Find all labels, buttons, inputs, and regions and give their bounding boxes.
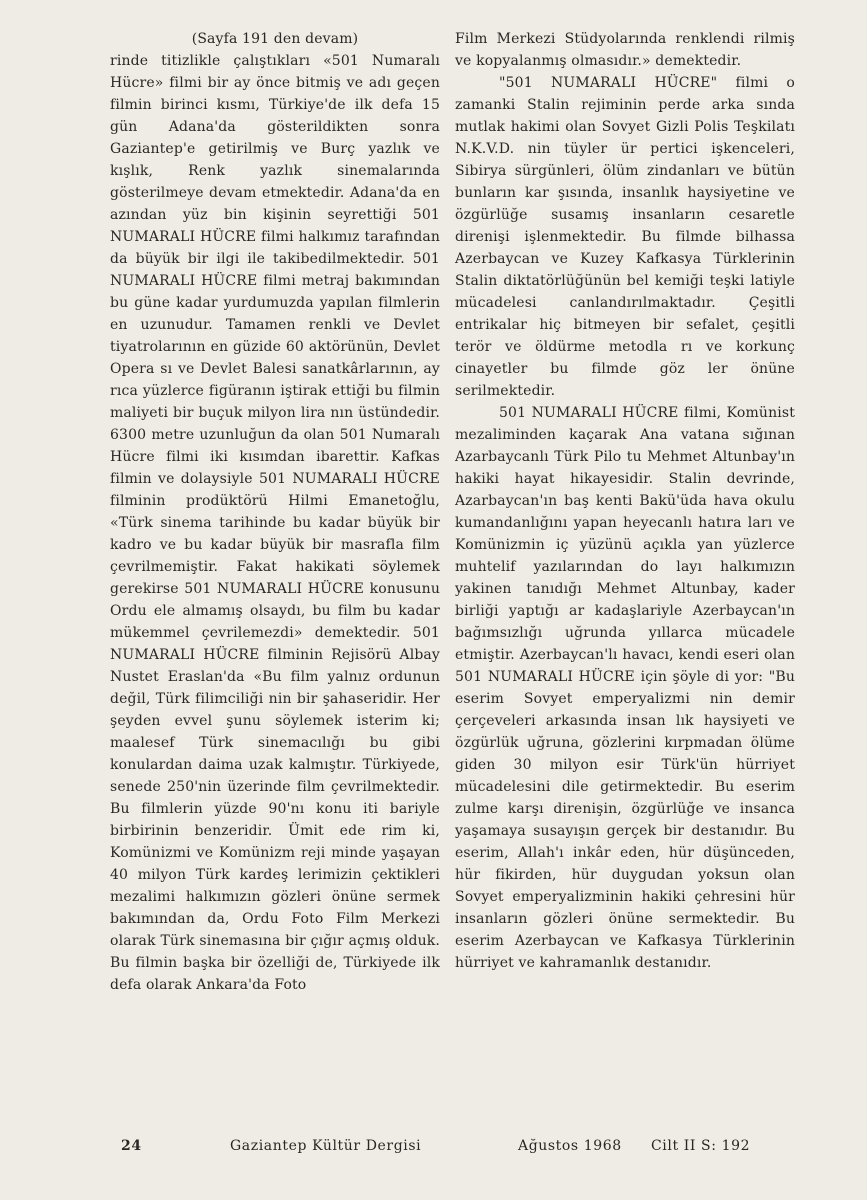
page-number: 24 [121,1138,142,1154]
issue-date: Ağustos 1968 [518,1138,622,1154]
article-paragraph: 501 NUMARALI HÜCRE filmi, Komünist mezaliminden kaçarak Ana vatana sığınan Azarbaycanlı Türk Pilo tu Mehmet Altunbay'ın hakiki hayat hikayesidir. Stalin devrinde, Azarbaycan'ın baş kenti Bakü'üda hava okulu kumandanlığını yapan heyecanlı hatıra ları ve Komünizmin iç yüzünü açıkla yan yüzlerce muhtelif yazılarından do layı halkımızın yakinen tanıdığı Mehmet Altunbay, kader birliği yaptığı ar kadaşlariyle Azerbaycan'ın bağımsızlığı uğrunda yıllarca mücadele etmiştir. Azerbaycan'lı havacı, kendi eseri olan 501 NUMARALI HÜCRE için şöyle di yor: "Bu eserim Sovyet emperyalizmi nin demir çerçeveleri arkasında insan lık haysiyeti ve özgürlük uğruna, gözlerini kırpmadan ölüme giden 30 milyon esir Türk'ün hürriyet mücadelesini dile getirmektedir. Bu eserim zulme karşı direnişin, özgürlüğe ve insanca yaşamaya susayışın gerçek bir destanıdır. Bu eserim, Allah'ı inkâr eden, hür düşünceden, hür fikirden, hür duygudan yoksun olan Sovyet emperyalizminin hakiki çehresini hür insanların gözleri önüne sermektedir. Bu eserim Azerbaycan ve Kafkasya Türklerinin hürriyet ve kahramanlık destanıdır. [455,405,795,971]
article-paragraph: rinde titizlikle çalıştıkları «501 Numaralı Hücre» filmi bir ay önce bitmiş ve adı geçen filmin birinci kısmı, Türkiye'de ilk defa 15 gün Adana'da gösterildikten sonra Gaziantep'e getirilmiş ve Burç yazlık ve kışlık, Renk yazlık sinemalarında gösterilmeye devam etmektedir. Adana'da en azından yüz bin kişinin seyrettiği 501 NUMARALI HÜCRE filmi halkımız tarafından da büyük bir ilgi ile takibedilmektedir. 501 NUMARALI HÜCRE filmi metraj bakımından bu güne kadar yurdumuzda yapılan filmlerin en uzunudur. Tamamen renkli ve Devlet tiyatrolarının en güzide 60 aktörünün, Devlet Opera sı ve Devlet Balesi sanatkârlarının, ay rıca yüzlerce figüranın iştirak ettiği bu filmin maliyeti bir buçuk milyon lira nın üstündedir. 6300 metre uzunluğun da olan 501 Numaralı Hücre filmi iki kısımdan ibarettir. Kafkas filmin ve dolaysiyle 501 NUMARALI HÜCRE filminin prodüktörü Hilmi Emanetoğlu, «Türk sinema tarihinde bu kadar büyük bir kadro ve bu kadar büyük bir masrafla film çevrilmemiştir. Fakat hakikati söylemek gerekirse 501 NUMARALI HÜCRE konusunu Ordu ele almamış olsaydı, bu film bu kadar mükemmel çevrilemezdi» demektedir. 501 NUMARALI HÜCRE filminin Rejisörü Albay Nustet Eraslan'da «Bu film yalnız ordunun değil, Türk filimciliği nin bir şahaseridir. Her şeyden evvel şunu söylemek isterim ki; maalesef Türk sinemacılığı bu gibi konulardan daima uzak kalmıştır. Türkiyede, senede 250'nin üzerinde film çevrilmektedir. Bu filmlerin yüzde 90'nı konu iti bariyle birbirinin benzeridir. Ümit ede rim ki, Komünizmi ve Komünizm reji minde yaşayan 40 milyon Türk kardeş lerimizin çektikleri mezalimi halkımızın gözleri önüne sermek bakımından da, Ordu Foto Film Merkezi olarak Türk sinemasına bir çığır açmış olduk. Bu filmin başka bir özelliği de, Türkiyede ilk defa olarak Ankara'da Foto [110,53,440,993]
article-paragraph: "501 NUMARALI HÜCRE" filmi o zamanki Stalin rejiminin perde arka sında mutlak hakimi olan Sovyet Gizli Polis Teşkilatı N.K.V.D. nin tüyler ür pertici işkenceleri, Sibirya sürgünleri, ölüm zindanları ve bütün bunların kar şısında, insanlık haysiyetine ve özgürlüğe susamış insanların cesaretle direnişi işlenmektedir. Bu filmde bilhassa Azerbaycan ve Kuzey Kafkasya Türklerinin Stalin diktatörlüğünün bel kemiği teşki latiyle mücadelesi canlandırılmaktadır. Çeşitli entrikalar hiç bitmeyen bir sefalet, çeşitli terör ve öldürme metodla rı ve korkunç cinayetler bu filmde göz ler önüne serilmektedir. [455,75,795,399]
volume-issue: Cilt II S: 192 [651,1138,751,1154]
left-text-column [110,28,440,996]
article-paragraph: Film Merkezi Stüdyolarında renklendi rilmiş ve kopyalanmış olmasıdır.» demektedir. [455,31,795,69]
right-text-column [455,28,795,974]
continued-from-header: (Sayfa 191 den devam) [191,31,359,47]
journal-name: Gaziantep Kültür Dergisi [230,1138,422,1154]
